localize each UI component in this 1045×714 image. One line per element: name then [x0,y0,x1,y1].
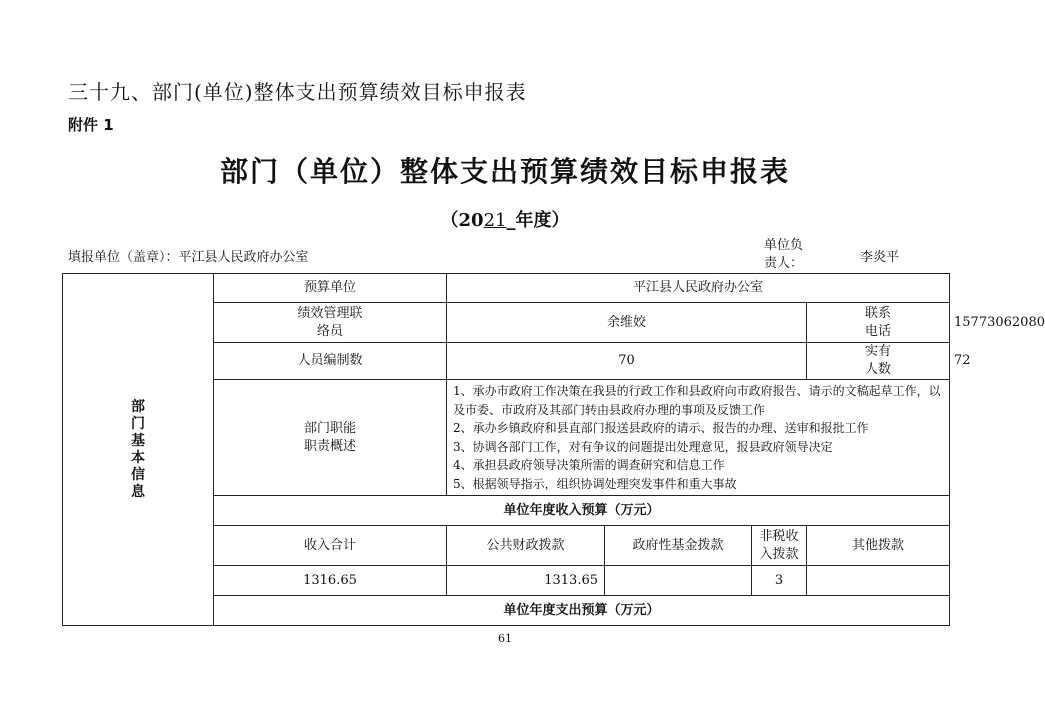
duty-item: 5、根据领导指示，组织协调处理突发事件和重大事故 [453,476,737,491]
responsible-name: 李炎平 [860,250,900,265]
duties-label: 部门职能职责概述 [214,380,447,496]
section-label-char: 本 [131,449,145,466]
income-nontax-value: 3 [752,566,807,596]
phone-label: 联系电话 [807,303,950,343]
staff-label: 人员编制数 [214,343,447,380]
year-prefix: 20 [458,210,484,231]
income-fund-value [605,566,752,596]
duty-item: 2、承办乡镇政府和县直部门报送县政府的请示、报告的办理、送审和报批工作 [453,421,869,435]
duty-item: 3、协调各部门工作，对有争议的问题提出处理意见，报县政府领导决定 [453,439,833,454]
section-label-char: 门 [131,415,145,432]
income-col-nontax: 非税收入拨款 [752,526,807,566]
year-line [0,206,1010,232]
section-label-char: 部 [131,398,145,415]
budget-form-table: 部 门 基 本 信 息 预算单位 平江县人民政府办公室 绩效管理联络员 余维姣 联系电话 15773062080 人员编制数 70 实有人数 72 部门职能职责概述 1、承办市政府工作决策在我县的行政工作和县政府向市政府报告、请示的文稿起草工作，以及市委、市政府及其部门转由县政府办理的事项及反馈工作 2、承办乡镇政府和县直部门报送县政府的请示、报告的办理、送审和报批工作 3、协调各部门工作，对有争议的问题提出处理意见，报县政府领导决定 4、承担县政府领导决策所需的调查研究和信息工作 5、根据领导指示，组织协调处理突发事件和重大事故 单位年度收入预算（万元） 收入合计 公共财政拨款 政府性基金拨款 非税收入拨款 其他拨款 1316.65 1313.65 3 单位年度支出预算（万元） [62,273,950,626]
income-total-value: 1316.65 [214,566,447,596]
section-heading: 三十九、部门(单位)整体支出预算绩效目标申报表 [68,80,527,104]
section-label-char: 信 [131,466,145,483]
annex-label: 附件 1 [68,116,114,134]
contact-value: 余维姣 [447,303,807,343]
budget-unit-value: 平江县人民政府办公室 [447,274,950,303]
responsible-label: 单位负责人： [764,238,804,271]
filler-line [68,246,309,265]
income-other-value [807,566,950,596]
income-col-public: 公共财政拨款 [447,526,605,566]
actual-label: 实有人数 [807,343,950,380]
page-title: 部门（单位）整体支出预算绩效目标申报表 [219,155,790,188]
page-number: 61 [498,632,512,645]
filler-value: 平江县人民政府办公室 [178,250,309,265]
contact-label: 绩效管理联络员 [214,303,447,343]
year-value: 21 [483,210,507,231]
filler-label: 填报单位（盖章）： [68,250,179,265]
income-col-other: 其他拨款 [807,526,950,566]
section-label-char: 基 [131,432,145,449]
income-public-value: 1313.65 [447,566,605,596]
expense-header: 单位年度支出预算（万元） [214,596,950,626]
section-label [67,399,209,501]
income-header: 单位年度收入预算（万元） [214,496,950,526]
duties-content [447,380,950,496]
section-label-cell [63,274,214,626]
year-suffix: _年度） [506,210,570,231]
income-col-total: 收入合计 [214,526,447,566]
staff-value: 70 [447,343,807,380]
year-open: （ [440,210,459,231]
duty-item: 4、承担县政府领导决策所需的调查研究和信息工作 [453,458,725,472]
duty-item: 1、承办市政府工作决策在我县的行政工作和县政府向市政府报告、请示的文稿起草工作，以及市委、市政府及其部门转由县政府办理的事项及反馈工作 [453,384,941,417]
budget-unit-label: 预算单位 [214,274,447,303]
income-col-fund: 政府性基金拨款 [605,526,752,566]
section-label-char: 息 [131,483,145,500]
